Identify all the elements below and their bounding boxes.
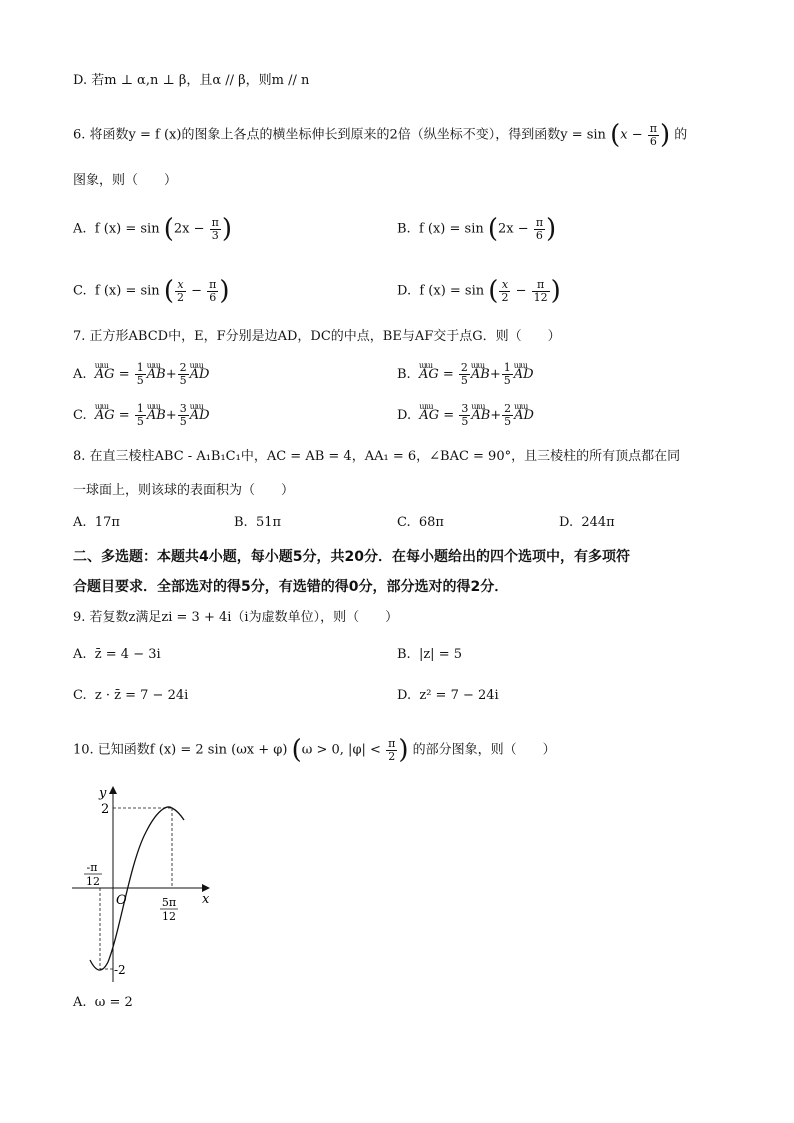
- q9-option-b: [397, 646, 462, 664]
- ymin-label: -2: [114, 963, 126, 977]
- q9-option-b-text: |z| = 5: [418, 647, 462, 662]
- q6-option-a-pre: 2x −: [173, 221, 205, 237]
- q9-option-b-label: B.: [397, 647, 411, 662]
- origin-label: O: [116, 893, 127, 908]
- section2-heading-line2: 合题目要求．全部选对的得5分，有选错的得0分，部分选对的得2分．: [73, 579, 509, 595]
- q6-option-b-lhs: f (x) = sin: [418, 221, 484, 237]
- q7-option-a-label: A.: [73, 367, 87, 382]
- q8-option-c-label: C.: [397, 515, 411, 530]
- q10-stem: 10. 已知函数f (x) = 2 sin (ωx + φ) (ω > 0, |φ| < $\frac{\pi}{2}$ ) 的部分图象，则（ ）: [73, 735, 556, 765]
- q7-option-a: A. ɯɯ AG = $\frac{1}{5}$ ɯɯ AB+ $\frac{2}{5}$ ɯɯ AD: [73, 362, 209, 387]
- q9-option-a-label: A.: [73, 647, 87, 662]
- q9-option-c-label: C.: [73, 688, 87, 703]
- q6-option-d-fraction: $\frac{\pi}{12}$: [533, 277, 548, 304]
- q9-stem: 9. 若复数z满足zi = 3 + 4i（i为虚数单位），则（ ）: [73, 610, 399, 625]
- q8-option-b-text: 51π: [255, 515, 282, 530]
- xneg-numerator: -π: [86, 861, 98, 874]
- q10-stem-b: 的部分图象，则（ ）: [412, 742, 556, 758]
- paren-right: ): [659, 120, 671, 150]
- q9-option-c: [73, 687, 188, 705]
- q8-option-b-label: B.: [234, 515, 248, 530]
- q7-option-d: D. ɯɯ AG = $\frac{3}{5}$ ɯɯ AB+ $\frac{2}{5}$ ɯɯ AD: [397, 403, 534, 428]
- xpos-denominator: 12: [162, 910, 176, 923]
- q8-option-a-label: A.: [73, 515, 87, 530]
- q9-option-d: [397, 687, 499, 705]
- q7-stem: 7. 正方形ABCD中，E，F分别是边AD，DC的中点，BE与AF交于点G．则（ ）: [73, 329, 561, 344]
- q10-condition: ω > 0, |φ| <: [301, 742, 381, 758]
- q10-option-a-label: A.: [73, 995, 87, 1010]
- q7-option-c-label: C.: [73, 408, 87, 423]
- q6-option-c-label: C.: [73, 283, 87, 299]
- q6-stem-line2: 图象，则（ ）: [73, 173, 178, 188]
- q6-stem-b: 的: [674, 127, 688, 143]
- q8-option-c: [397, 514, 444, 532]
- q5-option-d-text: 若m ⊥ α,n ⊥ β，且α // β，则m // n: [91, 73, 310, 88]
- sine-curve: [90, 807, 184, 970]
- section2-heading-line1: 二、多选题：本题共4小题，每小题5分，共20分．在每小题给出的四个选项中，有多项符: [73, 549, 630, 565]
- ymax-label: 2: [101, 802, 110, 817]
- q5-option-d: [73, 72, 309, 90]
- q9-option-d-label: D.: [397, 688, 412, 703]
- q6-stem-fraction: $\frac{\pi}{6}$: [649, 121, 657, 148]
- q6-option-b-label: B.: [397, 221, 411, 237]
- q8-stem-line2: 一球面上，则该球的表面积为（ ）: [73, 483, 295, 498]
- q6-option-d-lhs: f (x) = sin: [419, 283, 485, 299]
- xpos-numerator: 5π: [161, 896, 177, 909]
- paren-left: (: [610, 120, 621, 150]
- q8-option-d-label: D.: [559, 515, 574, 530]
- q6-option-c-lhs: f (x) = sin: [94, 283, 160, 299]
- q8-option-a-text: 17π: [94, 515, 120, 530]
- q8-option-b: [234, 514, 281, 532]
- q9-option-c-text: z · z̄ = 7 − 24i: [94, 688, 189, 703]
- q9-option-d-text: z² = 7 − 24i: [419, 688, 499, 703]
- q8-option-c-text: 68π: [418, 515, 444, 530]
- xneg-denominator: 12: [86, 875, 100, 888]
- q6-option-c-fraction: $\frac{\pi}{6}$: [209, 277, 217, 304]
- q7-option-b-label: B.: [397, 367, 411, 382]
- q10-sine-graph: [68, 782, 218, 987]
- q8-option-a: [73, 514, 120, 532]
- q6-option-a: A. f (x) = sin (2x − $\frac{\pi}{3}$ ): [73, 214, 233, 244]
- y-axis-label: y: [99, 786, 107, 801]
- q5-option-d-label: D.: [73, 73, 88, 88]
- q6-option-b: B. f (x) = sin (2x − $\frac{\pi}{6}$ ): [397, 214, 557, 244]
- q6-option-c: C. f (x) = sin ( $\frac{x}{2}$ − $\frac{\pi}{6}$ ): [73, 276, 230, 306]
- q6-stem-a: 6. 将函数y = f (x)的图象上各点的横坐标伸长到原来的2倍（纵坐标不变），得到函数y = sin: [73, 127, 606, 143]
- q6-option-b-pre: 2x −: [498, 221, 529, 237]
- q6-option-a-fraction: $\frac{\pi}{3}$: [211, 215, 219, 242]
- q8-stem-line1: 8. 在直三棱柱ABC - A₁B₁C₁中，AC = AB = 4，AA₁ = 6，∠BAC = 90°，且三棱柱的所有顶点都在同: [73, 449, 681, 464]
- q6-option-a-label: A.: [73, 221, 87, 237]
- q6-option-a-lhs: f (x) = sin: [94, 221, 160, 237]
- q6-option-d-label: D.: [397, 283, 412, 299]
- q10-stem-a: 10. 已知函数f (x) = 2 sin (ωx + φ): [73, 742, 288, 758]
- x-axis-label: x: [202, 892, 210, 907]
- q9-option-a: [73, 646, 161, 664]
- q7-option-b: B. ɯɯ AG = $\frac{2}{5}$ ɯɯ AB+ $\frac{1}{5}$ ɯɯ AD: [397, 362, 534, 387]
- q6-stem-line1: 6. 将函数y = f (x)的图象上各点的横坐标伸长到原来的2倍（纵坐标不变），得到函数y = sin (x − $\frac{\pi}{6}$ ) 的: [73, 120, 688, 150]
- q6-option-d: D. f (x) = sin ( $\frac{x}{2}$ − $\frac{\pi}{12}$ ): [397, 276, 561, 306]
- q8-option-d-text: 244π: [581, 515, 615, 530]
- q9-option-a-text: z̄ = 4 − 3i: [94, 647, 161, 662]
- q7-option-c: C. ɯɯ AG = $\frac{1}{5}$ ɯɯ AB+ $\frac{3}{5}$ ɯɯ AD: [73, 403, 210, 428]
- q8-option-d: [559, 514, 615, 532]
- q10-option-a: [73, 994, 133, 1012]
- q6-option-b-fraction: $\frac{\pi}{6}$: [535, 215, 544, 242]
- q10-option-a-text: ω = 2: [94, 995, 133, 1010]
- q7-option-d-label: D.: [397, 408, 412, 423]
